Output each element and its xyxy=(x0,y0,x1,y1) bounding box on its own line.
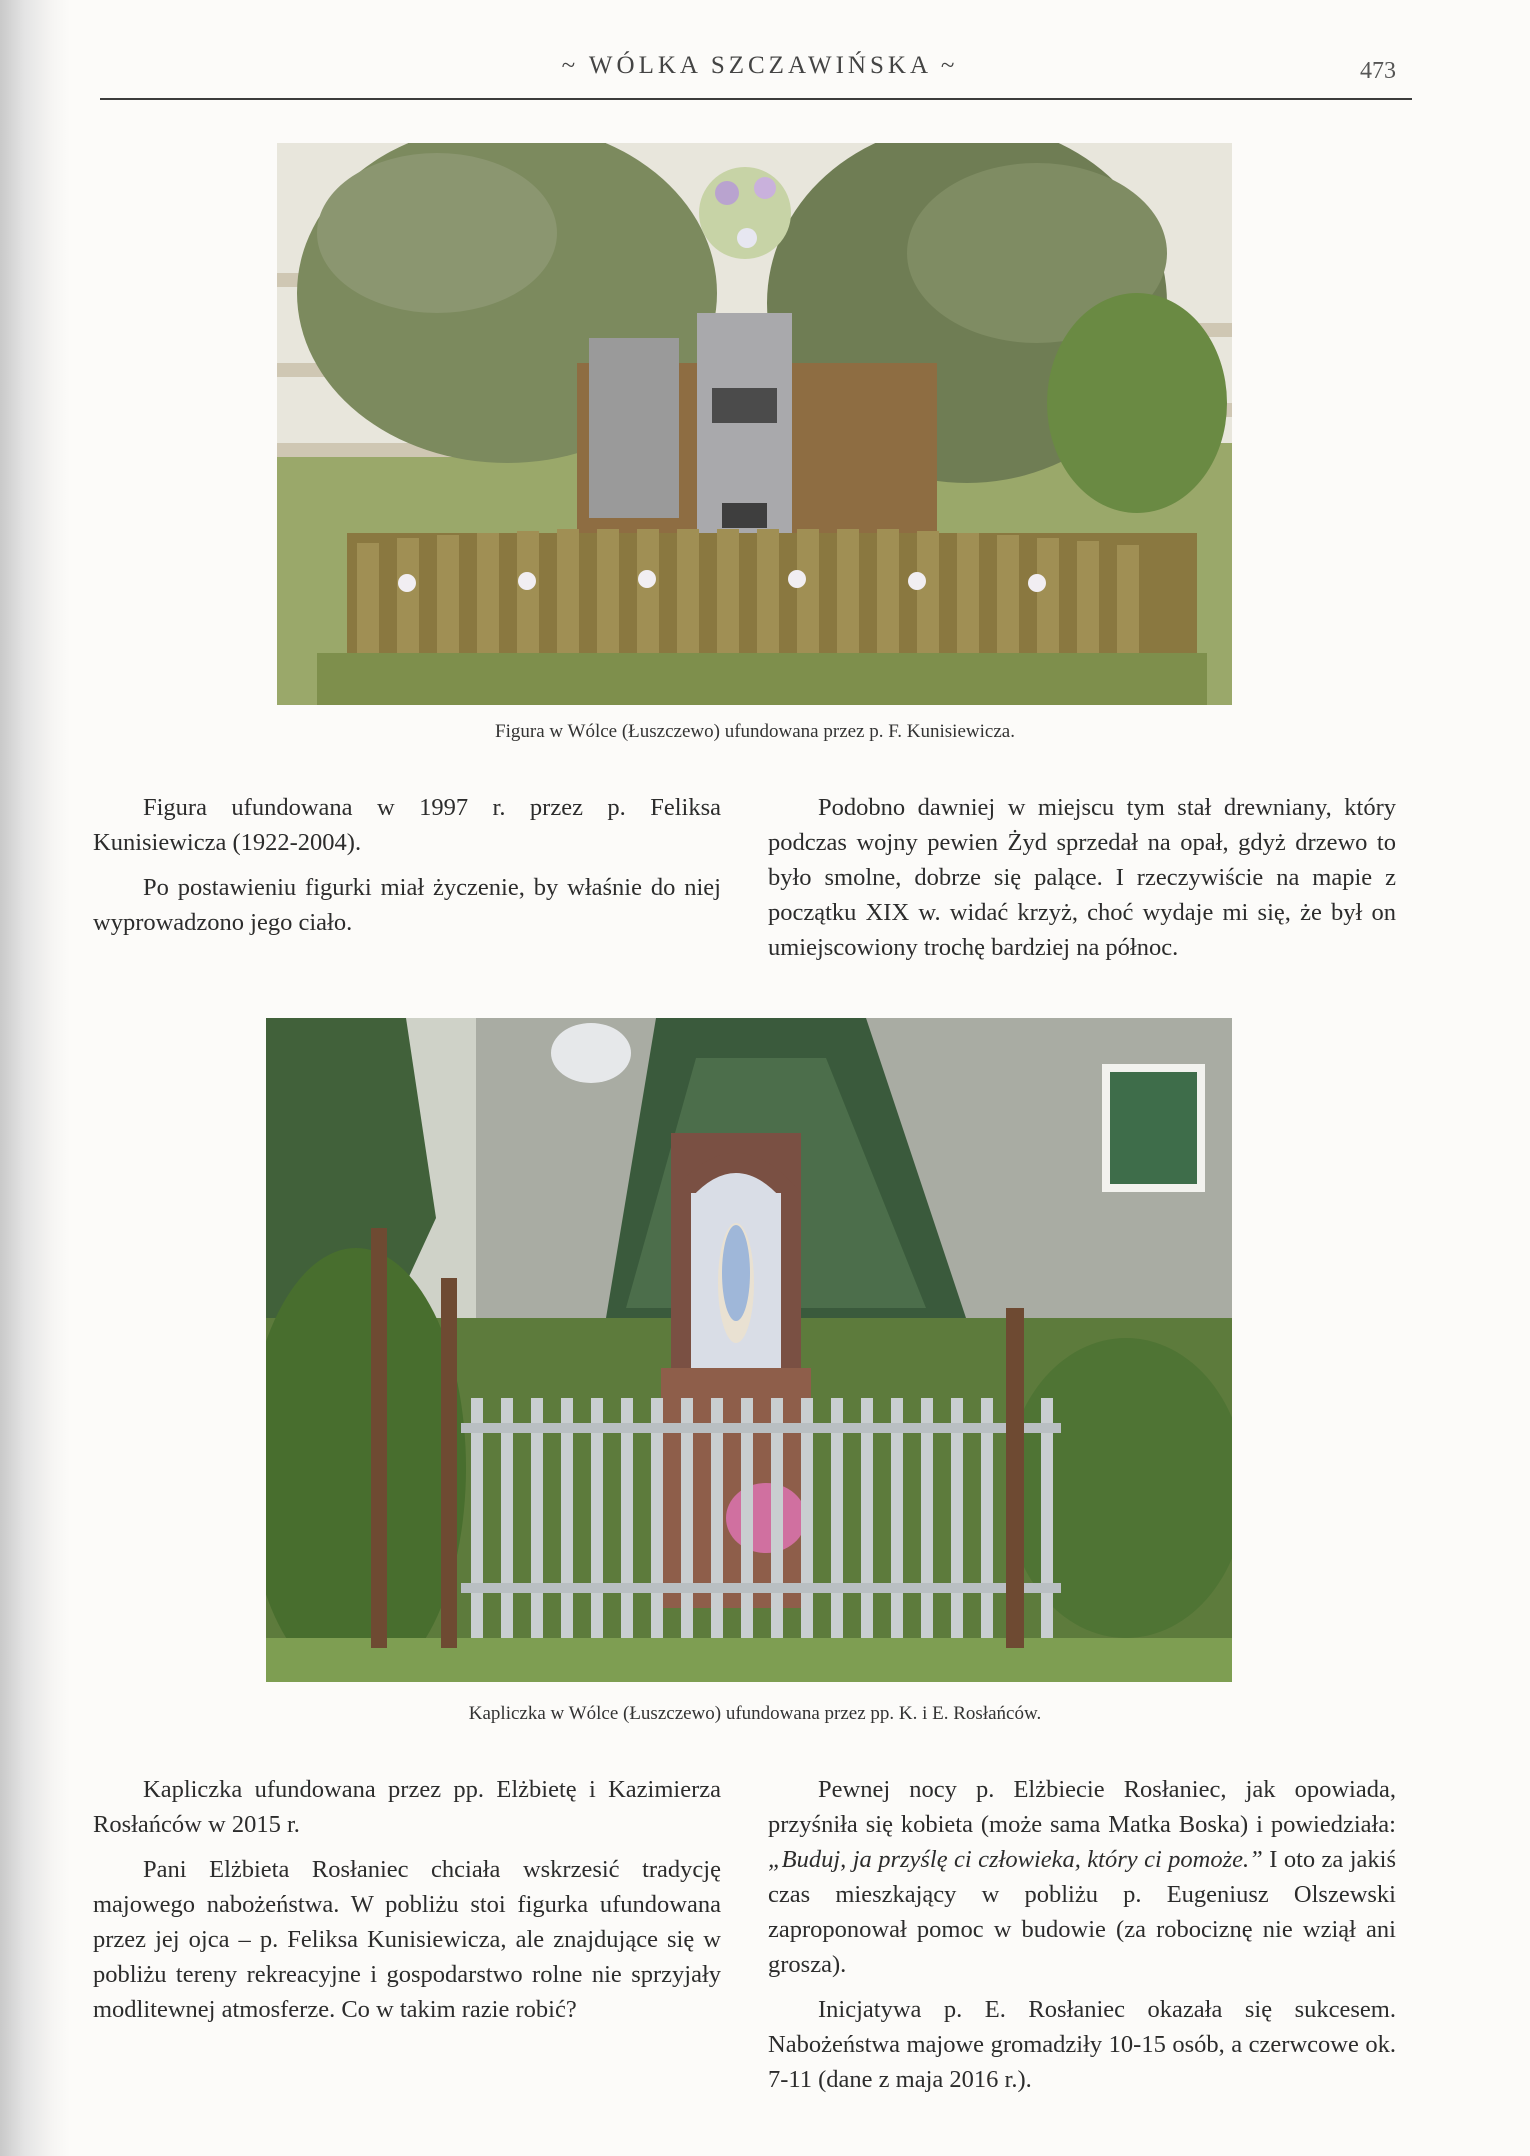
page-number: 473 xyxy=(1360,58,1396,84)
header-rule xyxy=(100,98,1412,100)
section2-right-p1-quote: „Buduj, ja przyślę ci człowieka, który ci pomoże.” xyxy=(768,1846,1263,1873)
photo-shrine-roslaniec xyxy=(266,1018,1232,1682)
caption-figure-1: Figura w Wólce (Łuszczewo) ufundowana przez p. F. Kunisiewicza. xyxy=(495,721,1015,742)
section1-right-paragraph-1: Podobno dawniej w miejscu tym stał drewniany, który podczas wojny pewien Żyd sprzedał na opał, gdyż drzewo to było smolne, dobrze się palące. I rzeczywiście na mapie z początku XIX w. widać krzyż, choć wydaje mi się, że był on umiejscowiony trochę bardziej na północ. xyxy=(768,794,1396,961)
section2-left-column xyxy=(93,1772,721,2037)
photo-figure-kunisiewicz xyxy=(277,143,1232,705)
section2-left-paragraph-1: Kapliczka ufundowana przez pp. Elżbietę i Kazimierza Rosłańców w 2015 r. xyxy=(93,1776,721,1838)
section2-right-p1-after: I oto za jakiś czas mieszkający w pobliżu p. Eugeniusz Olszewski zaproponował pomoc w budowie (za robociznę nie wziął ani grosza). xyxy=(768,1846,1396,1978)
section1-left-paragraph-1: Figura ufundowana w 1997 r. przez p. Feliksa Kunisiewicza (1922-2004). xyxy=(93,794,721,856)
photo-shrine-roslaniec-image xyxy=(266,1018,1232,1682)
section2-right-p1-before: Pewnej nocy p. Elżbiecie Rosłaniec, jak opowiada, przyśniła się kobieta (może sama Matka Boska) i powiedziała: xyxy=(768,1776,1396,1838)
section2-right-paragraph-1 xyxy=(768,1772,1396,1982)
section2-left-paragraph-2: Pani Elżbieta Rosłaniec chciała wskrzesić tradycję majowego nabożeństwa. W pobliżu stoi figurka ufundowana przez jej ojca – p. Feliksa Kunisiewicza, ale znajdujące się w pobliżu tereny rekreacyjne i gospodarstwo rolne nie sprzyjały modlitewnej atmosferze. Co w takim razie robić? xyxy=(93,1856,721,2023)
section2-right-column xyxy=(768,1772,1396,2107)
section1-left-paragraph-2: Po postawieniu figurki miał życzenie, by właśnie do niej wyprowadzono jego ciało. xyxy=(93,874,721,936)
photo-figure-kunisiewicz-image xyxy=(277,143,1232,705)
caption-figure-2: Kapliczka w Wólce (Łuszczewo) ufundowana przez pp. K. i E. Rosłańców. xyxy=(468,1703,1042,1724)
running-title: ~ WÓLKA SZCZAWIŃSKA ~ xyxy=(561,52,959,79)
section2-right-paragraph-2: Inicjatywa p. E. Rosłaniec okazała się sukcesem. Nabożeństwa majowe gromadziły 10-15 osób, a czerwcowe ok. 7-11 (dane z maja 2016 r.). xyxy=(768,1996,1396,2093)
section1-right-column xyxy=(768,790,1396,975)
book-binding-shadow xyxy=(0,0,70,2156)
section1-left-column xyxy=(93,790,721,950)
